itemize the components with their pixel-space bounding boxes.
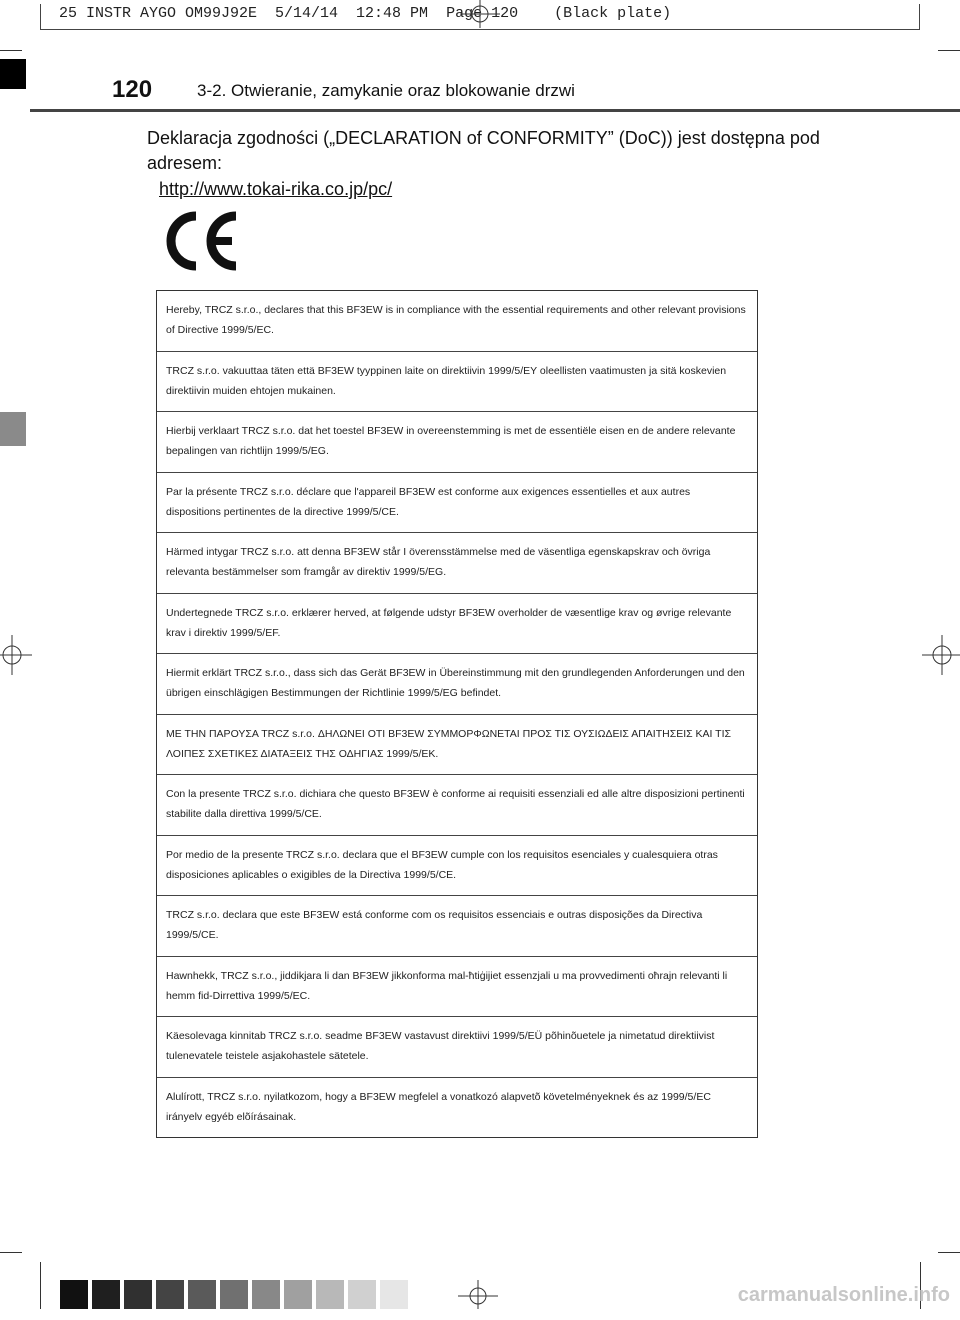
declaration-row-mt: Hawnhekk, TRCZ s.r.o., jiddikjara li dan BF3EW jikkonforma mal-ħtiġijiet essenzjali u ma provvedimenti oħrajn relevanti li hemm fid-Dirrettiva 1999/5/EC. [157,957,757,1018]
color-swatch [284,1280,312,1309]
declaration-row-fi: TRCZ s.r.o. vakuuttaa täten että BF3EW tyyppinen laite on direktiivin 1999/5/EY oleellisten vaatimusten ja sitä koskevien direktiivin muiden ehtojen mukainen. [157,352,757,413]
registration-target-icon [460,0,500,40]
color-swatch [156,1280,184,1309]
section-tab-grey [0,412,26,446]
declaration-row-it: Con la presente TRCZ s.r.o. dichiara che questo BF3EW è conforme ai requisiti essenziali ed alle altre disposizioni pertinenti stabilite dalla direttiva 1999/5/CE. [157,775,757,836]
declaration-row-sv: Härmed intygar TRCZ s.r.o. att denna BF3EW står I överensstämmelse med de väsentliga egenskapskrav och övriga relevanta bestämmelser som framgår av direktiv 1999/5/EG. [157,533,757,594]
declaration-row-pt: TRCZ s.r.o. declara que este BF3EW está conforme com os requisitos essenciais e outras disposições da Directiva 1999/5/CE. [157,896,757,957]
declaration-table [156,290,758,1138]
page-title: 3-2. Otwieranie, zamykanie oraz blokowanie drzwi [197,81,575,100]
section-tab-black [0,59,26,89]
declaration-row-da: Undertegnede TRCZ s.r.o. erklærer herved, at følgende udstyr BF3EW overholder de væsentlige krav og øvrige relevante krav i direktiv 1999/5/EF. [157,594,757,655]
declaration-row-et: Käesolevaga kinnitab TRCZ s.r.o. seadme BF3EW vastavust direktiivi 1999/5/EÜ põhinõuetele ja nimetatud direktiivist tulenevatele teistele asjakohastele sätetele. [157,1017,757,1078]
color-swatch [348,1280,376,1309]
color-swatch [124,1280,152,1309]
color-swatch [188,1280,216,1309]
intro-paragraph: Deklaracja zgodności („DECLARATION of CONFORMITY” (DoC)) jest dostępna pod adresem: [147,128,820,173]
printer-slug: 25 INSTR AYGO OM99J92E 5/14/14 12:48 PM Page 120 (Black plate) [40,4,920,30]
crop-mark [938,1252,960,1253]
color-swatch [92,1280,120,1309]
declaration-row-el: ΜΕ ΤΗΝ ΠΑΡΟΥΣΑ TRCZ s.r.o. ΔΗΛΩΝΕΙ ΟΤΙ BF3EW ΣΥΜΜΟΡΦΩΝΕΤΑΙ ΠΡΟΣ ΤΙΣ ΟΥΣΙΩΔΕΙΣ ΑΠΑΙΤΗΣΕΙΣ ΚΑΙ ΤΙΣ ΛΟΙΠΕΣ ΣΧΕΤΙΚΕΣ ΔΙΑΤΑΞΕΙΣ ΤΗΣ ΟΔΗΓΙΑΣ 1999/5/ΕΚ. [157,715,757,776]
registration-target-icon [458,1280,498,1320]
header-divider [30,109,960,112]
declaration-row-fr: Par la présente TRCZ s.r.o. déclare que l'appareil BF3EW est conforme aux exigences essentielles et aux autres dispositions pertinentes de la directive 1999/5/CE. [157,473,757,534]
color-swatch [220,1280,248,1309]
doc-url-link[interactable]: http://www.tokai-rika.co.jp/pc/ [159,179,393,199]
crop-mark [938,50,960,51]
crop-mark [40,1262,41,1309]
watermark: carmanualsonline.info [737,1284,950,1306]
declaration-row-nl: Hierbij verklaart TRCZ s.r.o. dat het toestel BF3EW in overeenstemming is met de essentiële eisen en de andere relevante bepalingen van richtlijn 1999/5/EG. [157,412,757,473]
declaration-row-de: Hiermit erklärt TRCZ s.r.o., dass sich das Gerät BF3EW in Übereinstimmung mit den grundlegenden Anforderungen und den übrigen einschlägigen Bestimmungen der Richtlinie 1999/5/EG befindet. [157,654,757,715]
crop-mark [0,1252,22,1253]
color-swatch [252,1280,280,1309]
page-number: 120 [112,76,153,103]
color-swatch [316,1280,344,1309]
declaration-row-es: Por medio de la presente TRCZ s.r.o. declara que el BF3EW cumple con los requisitos esenciales y cualesquiera otras disposiciones aplicables o exigibles de la Directiva 1999/5/CE. [157,836,757,897]
declaration-row-en: Hereby, TRCZ s.r.o., declares that this BF3EW is in compliance with the essential requirements and other relevant provisions of Directive 1999/5/EC. [157,291,757,352]
registration-target-icon [0,635,32,675]
crop-mark [0,50,22,51]
declaration-row-hu: Alulírott, TRCZ s.r.o. nyilatkozom, hogy a BF3EW megfelel a vonatkozó alapvetõ követelményeknek és az 1999/5/EC irányelv egyéb elõírásainak. [166,1090,711,1123]
color-swatch [60,1280,88,1309]
registration-target-icon [922,635,960,675]
print-color-bar [60,1280,412,1309]
color-swatch [380,1280,408,1309]
ce-mark-icon [160,210,240,272]
